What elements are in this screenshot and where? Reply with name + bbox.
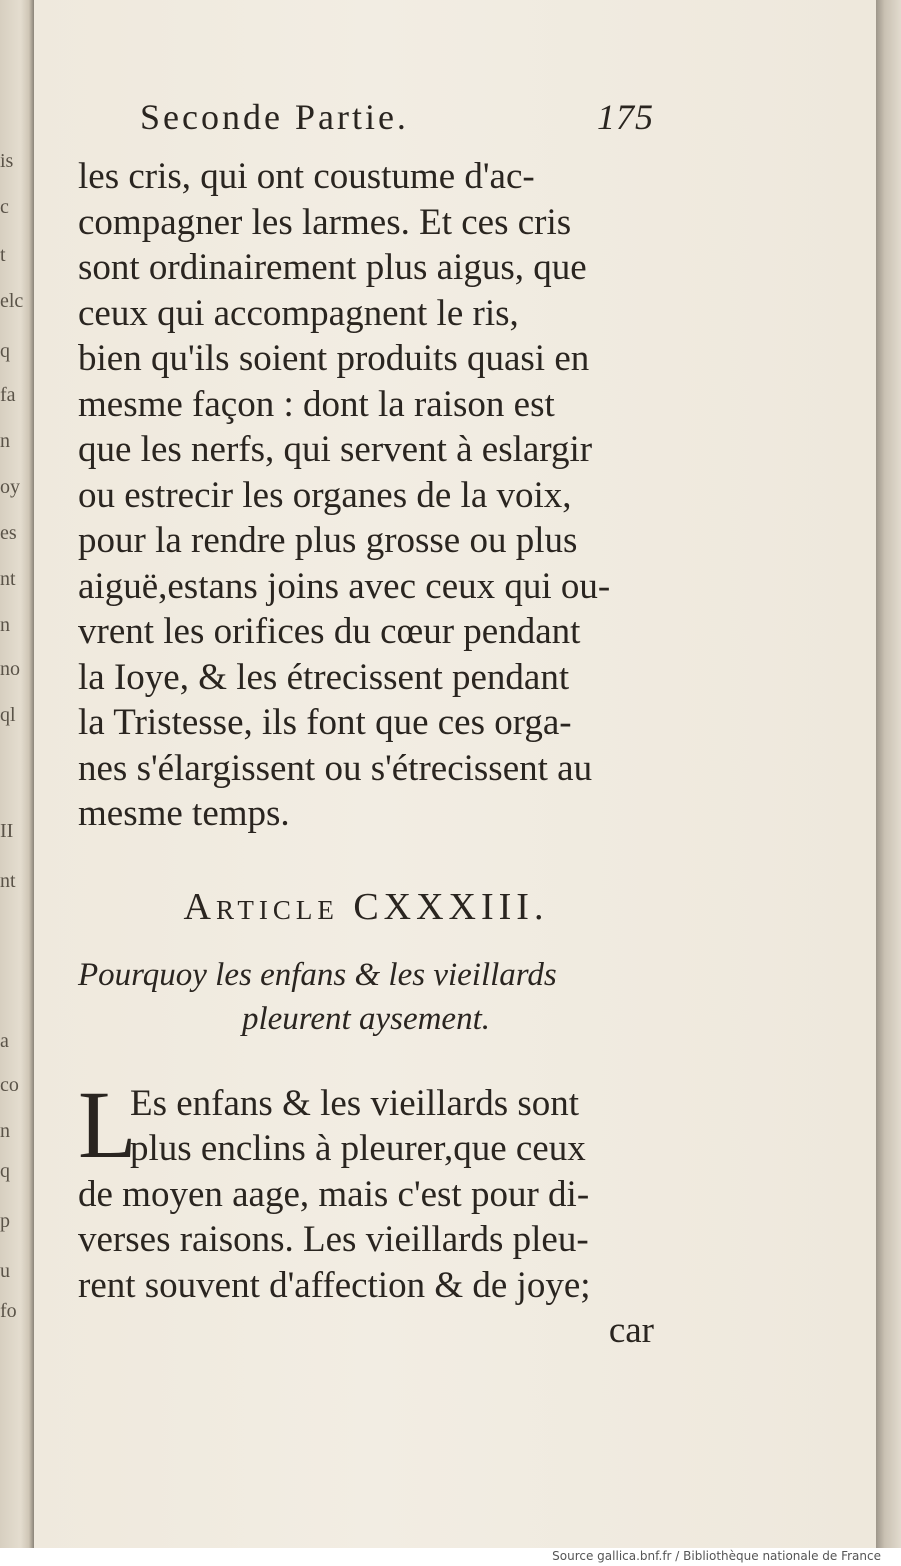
text-block bbox=[78, 92, 654, 1353]
edge-fragment: elc bbox=[0, 290, 24, 312]
edge-fragment: n bbox=[0, 614, 10, 636]
subtitle-line: pleurent aysement. bbox=[241, 1000, 491, 1037]
edge-fragment: co bbox=[0, 1074, 19, 1096]
text-line: la Ioye, & les étrecissent pendant bbox=[78, 656, 570, 698]
edge-fragment: t bbox=[0, 244, 6, 266]
text-line: la Tristesse, ils font que ces orga- bbox=[78, 702, 572, 743]
running-head-title: Seconde Partie. bbox=[140, 97, 409, 137]
source-footer bbox=[0, 1548, 901, 1566]
text-line: bien qu'ils soient produits quasi en bbox=[78, 338, 590, 379]
subtitle-line: Pourquoy les enfans & les vieillards bbox=[78, 956, 557, 993]
edge-fragment: fa bbox=[0, 384, 16, 406]
text-line: aiguë,estans joins avec ceux qui ou- bbox=[78, 565, 611, 607]
edge-fragment: q bbox=[0, 1160, 10, 1182]
edge-fragment: ql bbox=[0, 704, 16, 726]
text-line: verses raisons. Les vieillards pleu- bbox=[78, 1219, 589, 1260]
text-line: vrent les orifices du cœur pendant bbox=[78, 611, 581, 652]
edge-fragment: nt bbox=[0, 870, 16, 892]
text-line: ceux qui accompagnent le ris, bbox=[78, 292, 519, 334]
page-number: 175 bbox=[597, 97, 654, 137]
edge-fragment: es bbox=[0, 522, 17, 544]
text-line: compagner les larmes. Et ces cris bbox=[78, 201, 572, 243]
edge-fragment: u bbox=[0, 1260, 10, 1282]
text-line: les cris, qui ont coustume d'ac- bbox=[78, 156, 535, 197]
source-credit: Source gallica.bnf.fr / Bibliothèque nationale de France bbox=[552, 1549, 881, 1563]
running-head bbox=[78, 92, 654, 154]
drop-cap: L bbox=[78, 1070, 137, 1178]
text-line: mesme temps. bbox=[78, 793, 290, 834]
paragraph-2 bbox=[78, 1070, 654, 1354]
article-subtitle bbox=[78, 953, 654, 1041]
catchword: car bbox=[608, 1310, 654, 1351]
edge-fragment: q bbox=[0, 340, 10, 362]
text-line: nes s'élargissent ou s'étrecissent au bbox=[78, 747, 593, 789]
text-line: que les nerfs, qui servent à eslargir bbox=[78, 429, 593, 470]
edge-fragment: c bbox=[0, 196, 9, 218]
text-line: plus enclins à pleurer,que ceux bbox=[130, 1128, 586, 1169]
facing-page-edge bbox=[0, 0, 34, 1548]
text-line: de moyen aage, mais c'est pour di- bbox=[78, 1173, 590, 1215]
text-line: sont ordinairement plus aigus, que bbox=[78, 247, 587, 288]
edge-fragment: a bbox=[0, 1030, 9, 1052]
text-line: mesme façon : dont la raison est bbox=[78, 383, 555, 425]
edge-fragment: n bbox=[0, 430, 10, 452]
text-line: Es enfans & les vieillards sont bbox=[130, 1082, 580, 1124]
edge-fragment: nt bbox=[0, 568, 16, 590]
text-line: rent souvent d'affection & de joye; bbox=[78, 1264, 591, 1306]
book-page bbox=[34, 0, 879, 1548]
article-heading: Article CXXXIII. bbox=[183, 885, 549, 928]
page-gutter-shadow bbox=[876, 0, 901, 1548]
text-line: ou estrecir les organes de la voix, bbox=[78, 474, 572, 516]
edge-fragment: oy bbox=[0, 476, 20, 498]
edge-fragment: n bbox=[0, 1120, 10, 1142]
edge-fragment: p bbox=[0, 1210, 10, 1232]
paragraph-1 bbox=[78, 154, 654, 837]
edge-fragment: is bbox=[0, 150, 14, 172]
text-line: pour la rendre plus grosse ou plus bbox=[78, 520, 578, 561]
edge-fragment: no bbox=[0, 658, 20, 680]
edge-fragment: II bbox=[0, 820, 14, 842]
edge-fragment: fo bbox=[0, 1300, 17, 1322]
